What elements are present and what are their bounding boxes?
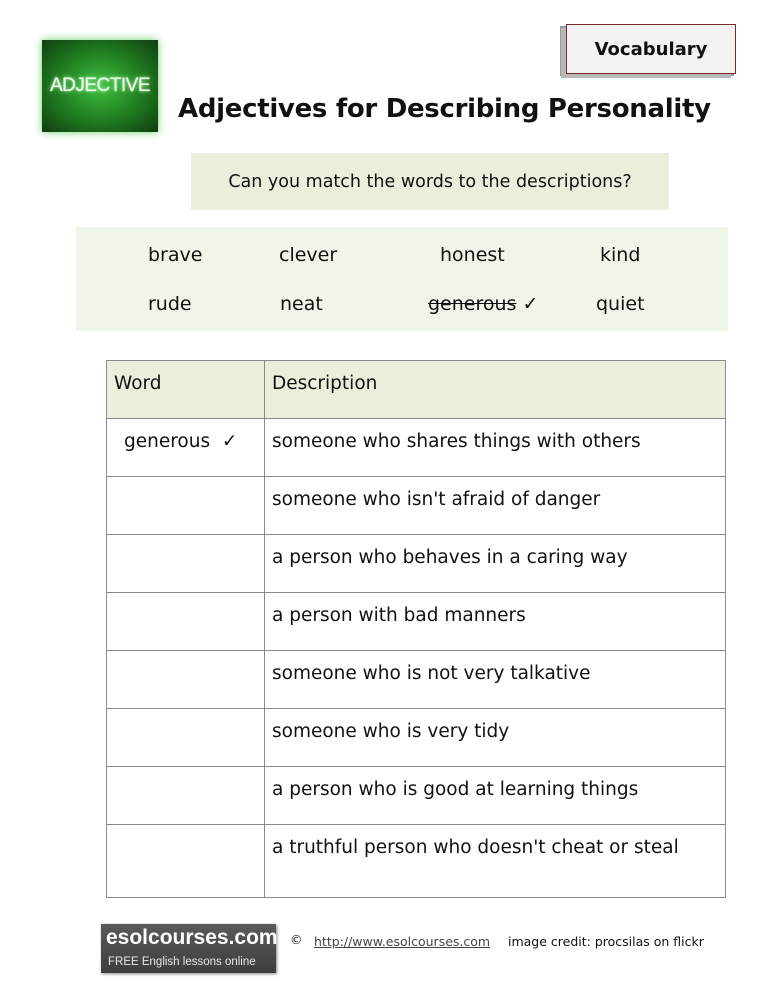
word-bank-item: clever [279, 244, 338, 266]
word-cell[interactable] [107, 593, 265, 651]
word-bank-item: neat [280, 293, 323, 315]
table-row [107, 535, 726, 593]
table-row [107, 825, 726, 898]
word-cell[interactable] [107, 767, 265, 825]
description-cell: someone who isn't afraid of danger [265, 477, 726, 535]
word-bank-item: quiet [596, 293, 645, 315]
table-row [107, 709, 726, 767]
esolcourses-logo[interactable] [101, 924, 276, 973]
word-bank-item: honest [440, 244, 505, 266]
table-row [107, 477, 726, 535]
matching-table [106, 360, 726, 898]
brand-name: esolcourses.com [106, 926, 278, 949]
table-row [107, 419, 726, 477]
instruction-box [191, 153, 669, 210]
struck-word: generous [428, 293, 517, 315]
table-row [107, 593, 726, 651]
description-cell: someone who is not very talkative [265, 651, 726, 709]
word-cell[interactable]: generous ✓ [107, 419, 265, 477]
logo-text: ADJECTIVE [49, 75, 151, 96]
website-link[interactable]: http://www.esolcourses.com [314, 934, 491, 949]
brand-tagline: FREE English lessons online [108, 956, 256, 968]
description-cell: a person who is good at learning things [265, 767, 726, 825]
description-cell: a person with bad manners [265, 593, 726, 651]
table-header-row [107, 361, 726, 419]
word-cell[interactable] [107, 825, 265, 898]
description-cell: a person who behaves in a caring way [265, 535, 726, 593]
description-cell: someone who is very tidy [265, 709, 726, 767]
adjective-logo-image [42, 40, 158, 132]
description-cell: a truthful person who doesn't cheat or steal [265, 825, 726, 898]
copyright-symbol: © [290, 932, 303, 947]
word-bank [76, 227, 728, 331]
instruction-text: Can you match the words to the descriptions? [228, 171, 632, 192]
page-title: Adjectives for Describing Personality [178, 94, 711, 124]
word-bank-item: brave [148, 244, 203, 266]
word-cell[interactable] [107, 709, 265, 767]
description-cell: someone who shares things with others [265, 419, 726, 477]
vocabulary-tag: Vocabulary [566, 24, 736, 74]
table-row [107, 651, 726, 709]
column-header-description: Description [265, 361, 726, 419]
check-icon: ✓ [522, 293, 539, 315]
word-bank-item-used [428, 293, 538, 315]
word-bank-item: kind [600, 244, 641, 266]
table-row [107, 767, 726, 825]
column-header-word: Word [107, 361, 265, 419]
word-cell[interactable] [107, 651, 265, 709]
word-cell[interactable] [107, 477, 265, 535]
image-credit: image credit: procsilas on flickr [508, 934, 704, 949]
word-bank-item: rude [148, 293, 192, 315]
word-cell[interactable] [107, 535, 265, 593]
